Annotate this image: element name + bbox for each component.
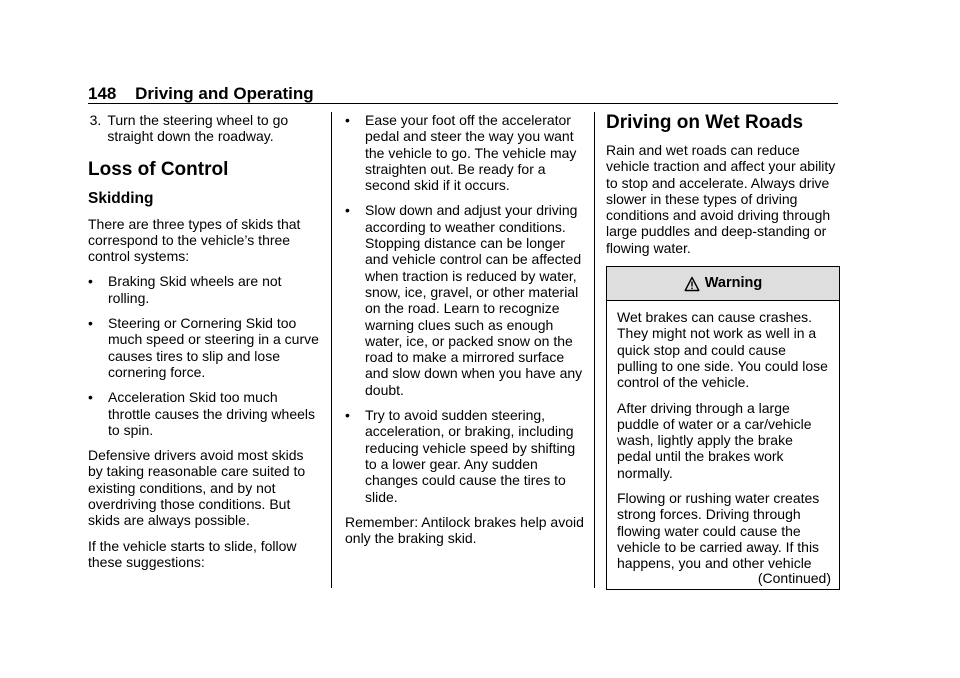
bullet-text: Slow down and adjust your driving according to weather conditions. Stopping distance can be longer and vehicle control can be affected when traction is reduced by water, snow, ice, gravel, or other material on the road. Learn to recognize warning clues such as enough water, ice, or packed snow on the road to make a mirrored surface and slow down when you have any doubt. [365,202,583,398]
list-item [88,315,320,380]
page-number: 148 [88,84,117,103]
warning-paragraph: Wet brakes can cause crashes. They might not work as well in a quick stop and could cause pulling to one side. You could lose control of the vehicle. [617,309,828,391]
column-divider-2 [594,112,595,588]
warning-header [607,267,839,301]
bullet-glyph: • [345,202,350,219]
header-rule [88,103,838,104]
heading-loss-of-control: Loss of Control [88,158,229,180]
warning-paragraph: Flowing or rushing water creates strong forces. Driving through flowing water could cause the vehicle to be carried away. If this happens, you and other vehicle [617,490,820,572]
bullet-glyph: • [88,389,93,406]
list-item [88,273,320,306]
continued-label: (Continued) [757,569,831,586]
antilock-paragraph: Remember: Antilock brakes help avoid only the braking skid. [345,513,584,547]
bullet-text: Try to avoid sudden steering, acceleration, or braking, including reducing vehicle speed by shifting to a lower gear. Any sudden changes could cause the tires to slide. [365,407,576,505]
skid-intro: There are three types of skids that correspond to the vehicle’s three control systems: [88,215,301,265]
bullet-glyph: • [88,315,93,332]
column-3 [606,112,840,590]
column-1 [88,112,320,579]
bullet-glyph: • [345,407,350,424]
column-2 [345,112,585,555]
bullet-text: Braking Skid wheels are not rolling. [108,273,282,306]
column-divider-1 [331,112,332,588]
list-item [345,407,585,505]
warning-title: Warning [704,275,763,292]
step-text: Turn the steering wheel to go straight down the roadway. [107,112,289,145]
list-item [88,389,320,438]
slide-paragraph: If the vehicle starts to slide, follow these suggestions: [88,537,297,570]
list-item [345,112,585,193]
warning-icon [684,276,700,292]
page-header [88,84,314,104]
numbered-step [88,112,320,145]
warning-body [607,301,839,571]
step-number: 3. [89,112,102,128]
warning-box [606,266,840,590]
heading-wet-roads: Driving on Wet Roads [606,112,804,133]
section-title: Driving and Operating [135,84,314,103]
bullet-text: Steering or Cornering Skid too much speed or steering in a curve causes tires to slip and lose cornering force. [108,315,319,380]
wet-roads-intro: Rain and wet roads can reduce vehicle traction and affect your ability to stop and accelerate. Always drive slower in these types of driving conditions and avoid driving through large puddles and deep-standing or flowing water. [606,142,836,256]
bullet-text: Acceleration Skid too much throttle causes the driving wheels to spin. [108,389,315,438]
list-item [345,202,585,398]
subheading-skidding: Skidding [88,189,154,207]
bullet-text: Ease your foot off the accelerator pedal and steer the way you want the vehicle to go. The vehicle may straighten out. Be ready for a second skid if it occurs. [365,112,577,194]
warning-paragraph: After driving through a large puddle of water or a car/vehicle wash, lightly apply the brake pedal until the brakes work normally. [617,399,812,481]
defensive-drivers-paragraph: Defensive drivers avoid most skids by taking reasonable care suited to existing conditions, and by not overdriving those conditions. But skids are always possible. [88,447,306,529]
bullet-glyph: • [88,273,93,290]
bullet-glyph: • [345,112,350,128]
